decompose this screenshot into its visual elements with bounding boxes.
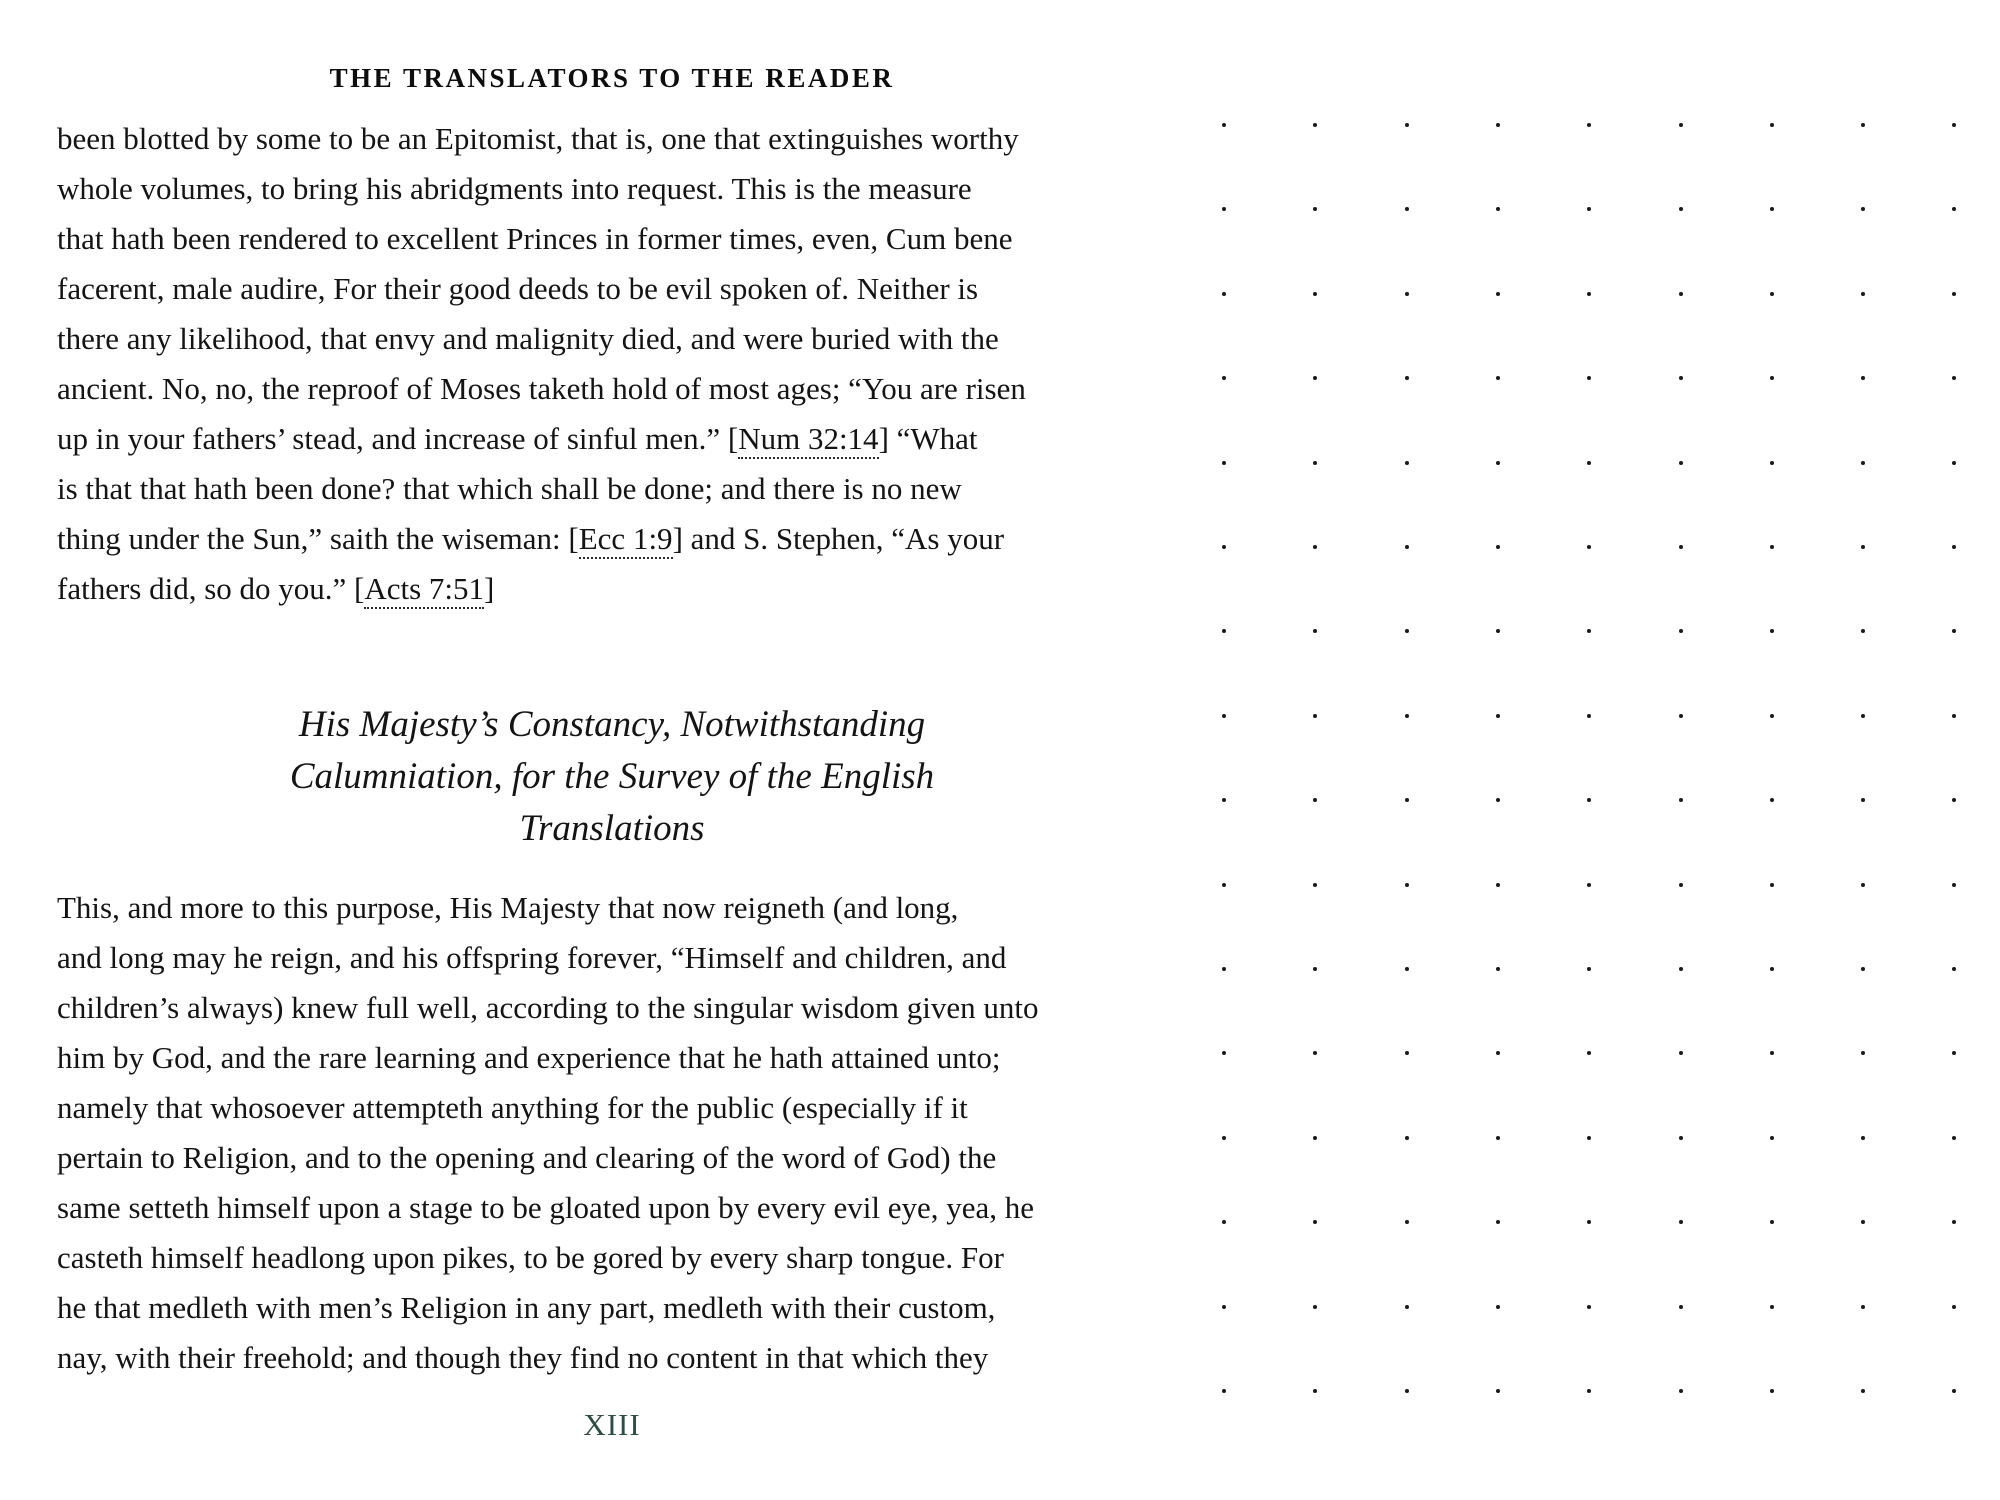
grid-dot (1496, 376, 1500, 380)
grid-dot (1770, 1220, 1774, 1224)
grid-dot (1405, 1136, 1409, 1140)
grid-dot (1222, 1305, 1226, 1309)
grid-dot (1861, 1051, 1865, 1055)
grid-dot (1405, 714, 1409, 718)
grid-dot (1222, 1220, 1226, 1224)
text-line: facerent, male audire, For their good deeds to be evil spoken of. Neither is (57, 271, 979, 306)
grid-dot (1405, 798, 1409, 802)
grid-dot (1770, 883, 1774, 887)
grid-dot (1587, 629, 1591, 633)
grid-dot (1679, 1136, 1683, 1140)
grid-dot (1587, 798, 1591, 802)
paragraph-majesty-constancy (57, 883, 1167, 1383)
grid-dot (1496, 207, 1500, 211)
grid-dot (1587, 1136, 1591, 1140)
grid-dot (1405, 207, 1409, 211)
grid-dot (1861, 545, 1865, 549)
grid-dot (1405, 629, 1409, 633)
grid-dot (1222, 714, 1226, 718)
text-line: been blotted by some to be an Epitomist, that is, one that extinguishes worthy (57, 121, 1019, 156)
grid-dot (1496, 883, 1500, 887)
grid-dot (1313, 967, 1317, 971)
grid-dot (1770, 292, 1774, 296)
grid-dot (1587, 461, 1591, 465)
grid-dot (1952, 1389, 1956, 1393)
grid-dot (1313, 629, 1317, 633)
text-line: This, and more to this purpose, His Majesty that now reigneth (and long, (57, 890, 959, 925)
text-line: is that that hath been done? that which shall be done; and there is no new (57, 471, 962, 506)
grid-dot (1496, 545, 1500, 549)
grid-dot (1496, 461, 1500, 465)
grid-dot (1496, 1220, 1500, 1224)
grid-dot (1313, 207, 1317, 211)
section-heading (57, 699, 1167, 855)
grid-dot (1770, 629, 1774, 633)
grid-dot (1222, 461, 1226, 465)
grid-dot (1405, 376, 1409, 380)
grid-dot (1222, 883, 1226, 887)
grid-dot (1861, 123, 1865, 127)
grid-dot (1496, 714, 1500, 718)
grid-dot (1587, 1051, 1591, 1055)
scripture-reference-link[interactable]: Acts 7:51 (364, 571, 484, 609)
grid-dot (1496, 967, 1500, 971)
grid-dot (1587, 1389, 1591, 1393)
text-line: nay, with their freehold; and though they find no content in that which they (57, 1340, 989, 1375)
grid-dot (1587, 967, 1591, 971)
text-line: whole volumes, to bring his abridgments into request. This is the measure (57, 171, 972, 206)
scripture-reference-link[interactable]: Num 32:14 (738, 421, 878, 459)
grid-dot (1679, 714, 1683, 718)
text-line: namely that whosoever attempteth anything for the public (especially if it (57, 1090, 968, 1125)
grid-dot (1679, 1305, 1683, 1309)
grid-dot (1952, 1220, 1956, 1224)
grid-dot (1313, 545, 1317, 549)
grid-dot (1770, 967, 1774, 971)
grid-dot (1222, 123, 1226, 127)
grid-dot (1770, 798, 1774, 802)
grid-dot (1861, 207, 1865, 211)
grid-dot (1405, 1389, 1409, 1393)
grid-dot (1313, 798, 1317, 802)
text-line: Translations (519, 808, 705, 849)
grid-dot (1952, 461, 1956, 465)
grid-dot (1405, 545, 1409, 549)
grid-dot (1679, 292, 1683, 296)
grid-dot (1952, 292, 1956, 296)
text-line: that hath been rendered to excellent Princes in former times, even, Cum bene (57, 221, 1013, 256)
grid-dot (1770, 1051, 1774, 1055)
grid-dot (1313, 1305, 1317, 1309)
grid-dot (1952, 629, 1956, 633)
grid-dot (1222, 292, 1226, 296)
grid-dot (1952, 1051, 1956, 1055)
grid-dot (1313, 883, 1317, 887)
grid-dot (1679, 461, 1683, 465)
grid-dot (1861, 1220, 1865, 1224)
grid-dot (1222, 967, 1226, 971)
grid-dot (1587, 545, 1591, 549)
grid-dot (1679, 545, 1683, 549)
grid-dot (1313, 123, 1317, 127)
text-line: thing under the Sun,” saith the wiseman: [Ecc 1:9] and S. Stephen, “As your (57, 514, 1167, 564)
grid-dot (1496, 1305, 1500, 1309)
grid-dot (1861, 461, 1865, 465)
grid-dot (1313, 1389, 1317, 1393)
text-line: casteth himself headlong upon pikes, to be gored by every sharp tongue. For (57, 1240, 1004, 1275)
grid-dot (1952, 883, 1956, 887)
grid-dot (1405, 1051, 1409, 1055)
grid-dot (1861, 1389, 1865, 1393)
page-number: XIII (583, 1407, 641, 1442)
grid-dot (1313, 461, 1317, 465)
grid-dot (1952, 545, 1956, 549)
grid-dot (1770, 376, 1774, 380)
grid-dot (1952, 714, 1956, 718)
text-line: ancient. No, no, the reproof of Moses taketh hold of most ages; “You are risen (57, 371, 1026, 406)
grid-dot (1496, 1051, 1500, 1055)
grid-dot (1952, 123, 1956, 127)
grid-dot (1587, 207, 1591, 211)
grid-dot (1222, 376, 1226, 380)
grid-dot (1861, 629, 1865, 633)
grid-dot (1770, 1389, 1774, 1393)
grid-dot (1679, 1389, 1683, 1393)
grid-dot (1587, 123, 1591, 127)
grid-dot (1222, 207, 1226, 211)
text-line: children’s always) knew full well, according to the singular wisdom given unto (57, 990, 1039, 1025)
grid-dot (1587, 883, 1591, 887)
grid-dot (1496, 629, 1500, 633)
grid-dot (1496, 798, 1500, 802)
grid-dot (1679, 1220, 1683, 1224)
text-line: pertain to Religion, and to the opening and clearing of the word of God) the (57, 1140, 997, 1175)
grid-dot (1861, 1305, 1865, 1309)
grid-dot (1222, 798, 1226, 802)
grid-dot (1405, 1220, 1409, 1224)
grid-dot (1952, 207, 1956, 211)
grid-dot (1405, 461, 1409, 465)
grid-dot (1861, 376, 1865, 380)
grid-dot (1222, 629, 1226, 633)
grid-dot (1405, 1305, 1409, 1309)
grid-dot (1952, 798, 1956, 802)
grid-dot (1222, 1051, 1226, 1055)
text-line: and long may he reign, and his offspring forever, “Himself and children, and (57, 940, 1007, 975)
grid-dot (1770, 1136, 1774, 1140)
text-line: same setteth himself upon a stage to be gloated upon by every evil eye, yea, he (57, 1190, 1035, 1225)
grid-dot (1496, 123, 1500, 127)
grid-dot (1313, 714, 1317, 718)
text-line: he that medleth with men’s Religion in any part, medleth with their custom, (57, 1290, 996, 1325)
grid-dot (1952, 376, 1956, 380)
grid-dot (1405, 883, 1409, 887)
grid-dot (1313, 376, 1317, 380)
paragraph-epitomist (57, 114, 1167, 614)
grid-dot (1587, 714, 1591, 718)
grid-dot (1313, 1136, 1317, 1140)
grid-dot (1861, 883, 1865, 887)
grid-dot (1679, 967, 1683, 971)
grid-dot (1587, 292, 1591, 296)
grid-dot (1770, 1305, 1774, 1309)
grid-dot (1770, 545, 1774, 549)
grid-dot (1679, 1051, 1683, 1055)
grid-dot (1679, 798, 1683, 802)
grid-dot (1679, 123, 1683, 127)
grid-dot (1222, 1389, 1226, 1393)
grid-dot (1222, 545, 1226, 549)
grid-dot (1770, 714, 1774, 718)
text-line: His Majesty’s Constancy, Notwithstanding (298, 704, 926, 745)
grid-dot (1861, 714, 1865, 718)
grid-dot (1405, 292, 1409, 296)
text-line: up in your fathers’ stead, and increase of sinful men.” [Num 32:14] “What (57, 414, 1167, 464)
grid-dot (1679, 883, 1683, 887)
grid-dot (1952, 1305, 1956, 1309)
grid-dot (1496, 1389, 1500, 1393)
grid-dot (1313, 1220, 1317, 1224)
grid-dot (1679, 376, 1683, 380)
grid-dot (1770, 123, 1774, 127)
grid-dot (1861, 798, 1865, 802)
text-line: Calumniation, for the Survey of the English (289, 756, 935, 797)
grid-dot (1770, 461, 1774, 465)
text-line: there any likelihood, that envy and malignity died, and were buried with the (57, 321, 999, 356)
grid-dot (1679, 207, 1683, 211)
grid-dot (1222, 1136, 1226, 1140)
text-line: him by God, and the rare learning and experience that he hath attained unto; (57, 1040, 1001, 1075)
grid-dot (1770, 207, 1774, 211)
grid-dot (1405, 967, 1409, 971)
grid-dot (1313, 1051, 1317, 1055)
grid-dot (1587, 1305, 1591, 1309)
grid-dot (1952, 1136, 1956, 1140)
grid-dot (1861, 1136, 1865, 1140)
grid-dot (1861, 292, 1865, 296)
page-header-title: THE TRANSLATORS TO THE READER (329, 63, 895, 93)
text-line: fathers did, so do you.” [Acts 7:51] (57, 564, 1167, 614)
grid-dot (1496, 1136, 1500, 1140)
grid-dot (1496, 292, 1500, 296)
grid-dot (1679, 629, 1683, 633)
grid-dot (1313, 292, 1317, 296)
grid-dot (1952, 967, 1956, 971)
grid-dot (1587, 376, 1591, 380)
scripture-reference-link[interactable]: Ecc 1:9 (579, 521, 673, 559)
grid-dot (1861, 967, 1865, 971)
grid-dot (1587, 1220, 1591, 1224)
grid-dot (1405, 123, 1409, 127)
